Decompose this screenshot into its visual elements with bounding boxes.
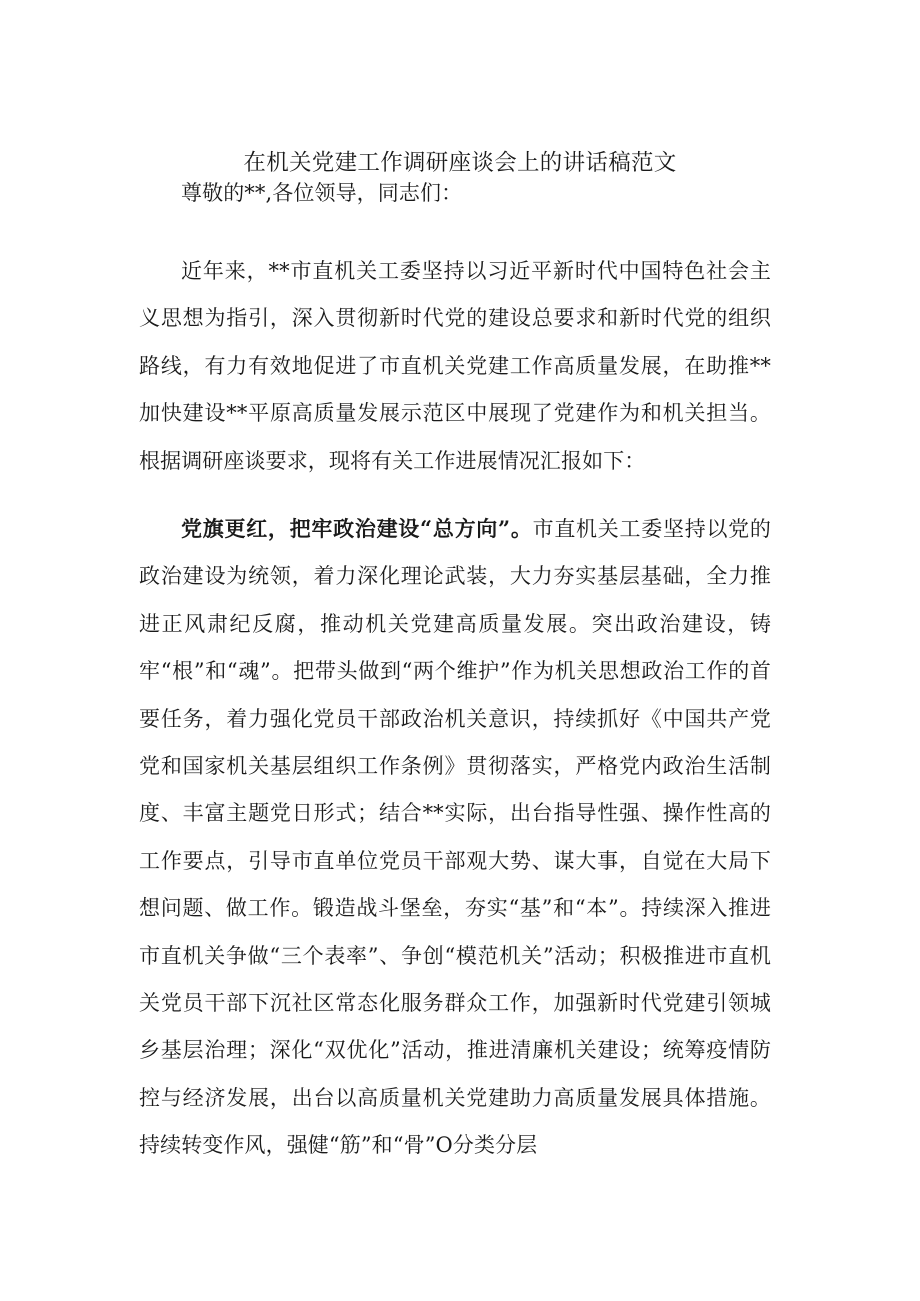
paragraph-body: 市直机关工委坚持以党的政治建设为统领，着力深化理论武装，大力夯实基层基础，全力推进正风肃纪反腐，推动机关党建高质量发展。突出政治建设，铸牢“根”和“魂”。把带头做到“两个维护”作为机关思想政治工作的首要任务，着力强化党员干部政治机关意识，持续抓好《中国共产党党和国家机关基层组织工作条例》贯彻落实，严格党内政治生活制度、丰富主题党日形式；结合**实际，出台指导性强、操作性高的工作要点，引导市直单位党员干部观大势、谋大事，自觉在大局下想问题、做工作。锻造战斗堡垒，夯实“基”和“本”。持续深入推进市直机关争做“三个表率”、争创“模范机关”活动；积极推进市直机关党员干部下沉社区常态化服务群众工作，加强新时代党建引领城乡基层治理；深化“双优化”活动，推进清廉机关建设；统筹疫情防控与经济发展，出台以高质量机关党建助力高质量发展具体措施。持续转变作风，强健“筋”和“骨”O分类分层 bbox=[139, 517, 772, 1158]
salutation: 尊敬的**,各位领导，同志们： bbox=[181, 181, 463, 205]
paragraph-intro: 近年来，**市直机关工委坚持以习近平新时代中国特色社会主义思想为指引，深入贯彻新时代党的建设总要求和新时代党的组织路线，有力有效地促进了市直机关党建工作高质量发展，在助推**加快建设**平原高质量发展示范区中展现了党建作为和机关担当。根据调研座谈要求，现将有关工作进展情况汇报如下： bbox=[139, 259, 771, 473]
document-title: 在机关党建工作调研座谈会上的讲话稿范文 bbox=[243, 150, 677, 176]
paragraph-lead-heading: 党旗更红，把牢政治建设“总方向”。 bbox=[181, 516, 533, 541]
paragraph-political-building bbox=[139, 505, 771, 1170]
